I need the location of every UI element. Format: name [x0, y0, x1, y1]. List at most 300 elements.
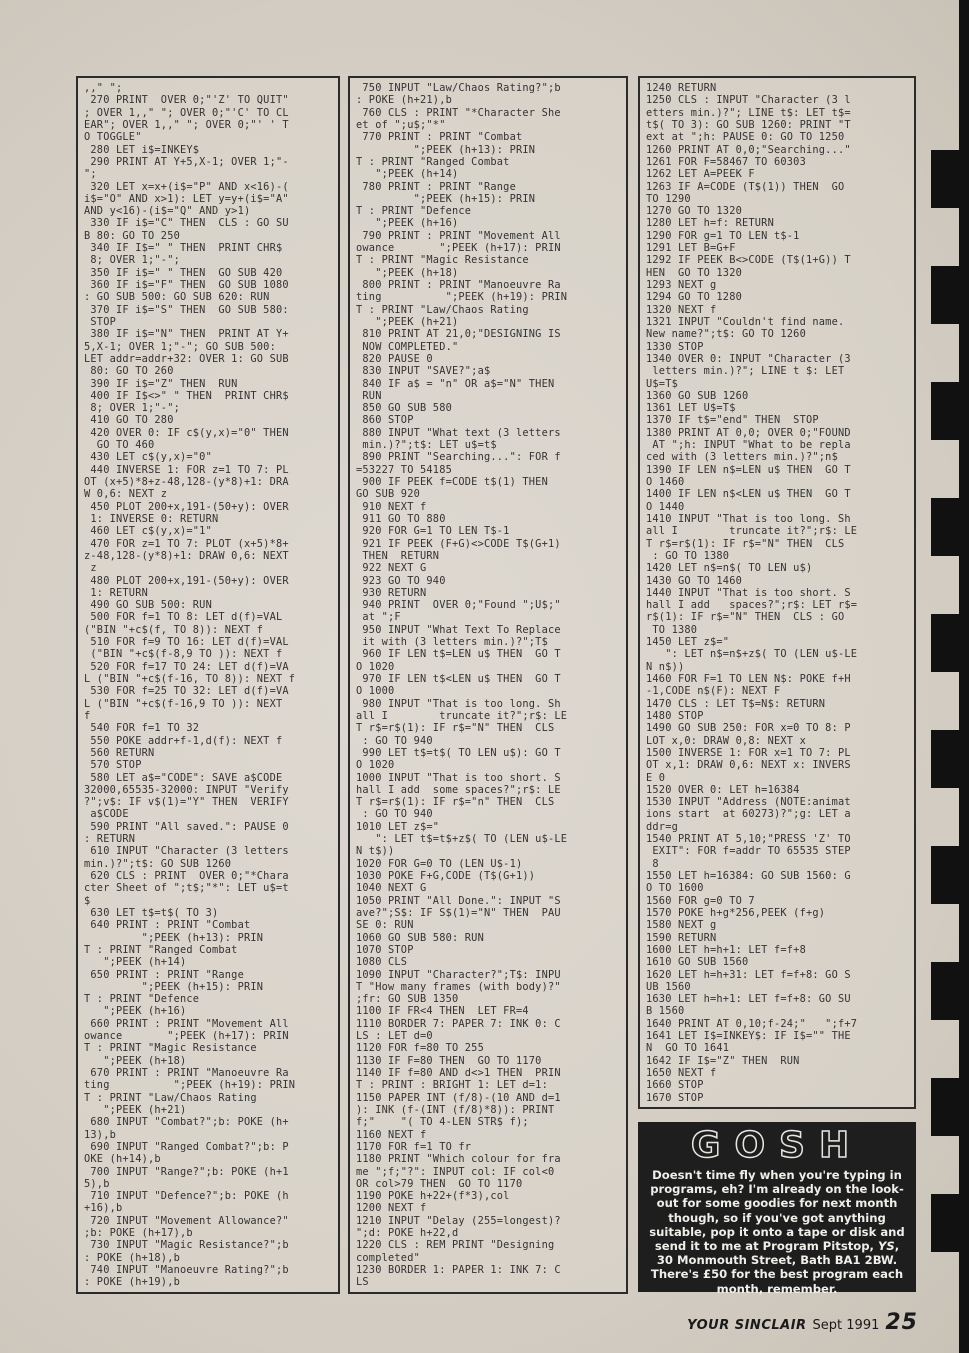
listing-line: 590 PRINT "All saved.": PAUSE 0: [84, 820, 289, 833]
listing-line: O TO 1600: [646, 882, 704, 895]
listing-line: 1150 PAPER INT (f/8)-(10 AND d=1: [356, 1091, 561, 1104]
listing-line: ";PEEK (h+16): [356, 217, 459, 230]
listing-line: 430 LET c$(y,x)="0": [84, 451, 212, 464]
listing-line: ;fr: GO SUB 1350: [356, 993, 459, 1006]
listing-line: 930 RETURN: [356, 586, 427, 599]
listing-line: EXIT": FOR f=addr TO 65535 STEP: [646, 845, 851, 858]
listing-line: 13),b: [84, 1128, 116, 1141]
listing-line: 922 NEXT G: [356, 562, 427, 575]
listing-line: HEN GO TO 1320: [646, 266, 742, 279]
listing-line: ";PEEK (h+13): PRIN: [356, 143, 536, 156]
listing-line: 1520 OVER 0: LET h=16384: [646, 783, 800, 796]
listing-line: 1640 PRINT AT 0,10;f-24;" ";f+7: [646, 1017, 858, 1030]
listing-line: 980 INPUT "That is too long. Sh: [356, 697, 561, 710]
issue-date: Sept 1991: [812, 1318, 880, 1333]
checker-square: [931, 498, 969, 556]
listing-line: OT x,1: DRAW 0,6: NEXT x: INVERS: [646, 759, 851, 772]
listing-line: LS : LET d=0: [356, 1030, 433, 1043]
listing-line: ions start at 60273)?";g: LET a: [646, 808, 851, 821]
listing-line: 400 IF I$<>" " THEN PRINT CHR$: [84, 389, 289, 402]
listing-line: 1250 CLS : INPUT "Character (3 l: [646, 94, 851, 107]
listing-line: N GO TO 1641: [646, 1042, 730, 1055]
listing-line: 1100 IF FR<4 THEN LET FR=4: [356, 1005, 529, 1018]
magazine-name: YOUR SINCLAIR: [687, 1318, 807, 1333]
listing-line: owance ";PEEK (h+17): PRIN: [84, 1030, 289, 1043]
listing-line: ("BIN "+c$(f-8,9 TO )): NEXT f: [84, 648, 283, 661]
listing-line: ";d: POKE h+22,d: [356, 1227, 459, 1240]
listing-line: UB 1560: [646, 980, 691, 993]
listing-line: 950 INPUT "What Text To Replace: [356, 623, 561, 636]
listing-line: 540 FOR f=1 TO 32: [84, 722, 200, 735]
listing-line: 560 RETURN: [84, 746, 155, 759]
listing-line: 1291 LET B=G+F: [646, 242, 736, 255]
listing-line: ,," ";: [84, 82, 123, 94]
listing-line: O 1020: [356, 660, 395, 673]
listing-line: 1480 STOP: [646, 709, 704, 722]
checker-square: [931, 846, 969, 904]
listing-line: hall I add spaces?";r$: LET r$=: [646, 599, 858, 612]
listing-line: T r$=r$(1): IF r$="N" THEN CLS: [646, 537, 845, 550]
listing-line: ";PEEK (h+15): PRIN: [356, 192, 536, 205]
page-number: 25: [885, 1310, 918, 1335]
gosh-body-text: Doesn't time fly when you're typing in programs, eh? I'm already on the look-out for some goodies for next month though, so if you've got anything suitable, pop it onto a tape or disk and send it to me at Program Pitstop,: [649, 1168, 905, 1254]
listing-line: 1490 GO SUB 250: FOR x=0 TO 8: P: [646, 722, 851, 735]
listing-line: U$=T$: [646, 377, 678, 390]
listing-line: 1430 GO TO 1460: [646, 574, 742, 587]
listing-line: T : PRINT "Law/Chaos Rating: [84, 1091, 257, 1104]
listing-line: 5),b: [84, 1177, 110, 1190]
listing-line: ": LET n$=n$+z$( TO (LEN u$-LE: [646, 648, 858, 661]
listing-line: 1440 INPUT "That is too short. S: [646, 586, 851, 599]
listing-line: ; OVER 1,," "; OVER 0;"'C' TO CL: [84, 106, 289, 119]
listing-line: 350 IF i$=" " THEN GO SUB 420: [84, 266, 283, 279]
listing-line: NOW COMPLETED.": [356, 340, 459, 353]
listing-line: a$CODE: [84, 808, 129, 821]
listing-line: W 0,6: NEXT z: [84, 488, 168, 501]
listing-line: : RETURN: [84, 833, 136, 846]
checker-square: [931, 962, 969, 1020]
listing-line: 1670 STOP: [646, 1091, 704, 1104]
listing-line: 890 PRINT "Searching...": FOR f: [356, 451, 561, 464]
listing-line: 1220 CLS : REM PRINT "Designing: [356, 1239, 555, 1252]
listing-line: i$="O" AND x>1): LET y=y+(i$="A": [84, 192, 289, 205]
checkerboard-edge-decoration: [929, 0, 969, 1353]
listing-line: 270 PRINT OVER 0;"'Z' TO QUIT": [84, 94, 289, 107]
gosh-body-address: , 30 Monmouth Street, Bath BA1 2BW. There's £50 for the best program each month, remember.: [650, 1239, 904, 1296]
listing-line: 490 GO SUB 500: RUN: [84, 599, 212, 612]
listing-line: 730 INPUT "Magic Resistance?";b: [84, 1239, 289, 1252]
listing-line: 1210 INPUT "Delay (255=longest)?: [356, 1214, 561, 1227]
listing-line: 1260 PRINT AT 0,0;"Searching...": [646, 143, 851, 156]
listing-line: ";PEEK (h+18): [356, 266, 459, 279]
listing-line: 1240 RETURN: [646, 82, 717, 94]
listing-line: 1321 INPUT "Couldn't find name.: [646, 315, 845, 328]
listing-line: 1450 LET z$=": [646, 636, 730, 649]
listing-line: 500 FOR f=1 TO 8: LET d(f)=VAL: [84, 611, 283, 624]
listing-line: 1020 FOR G=0 TO (LEN U$-1): [356, 857, 523, 870]
ys-abbrev: YS: [877, 1239, 895, 1254]
listing-line: 1340 OVER 0: INPUT "Character (3: [646, 352, 851, 365]
listing-line: B 80: GO TO 250: [84, 229, 180, 242]
listing-line: ";PEEK (h+13): PRIN: [84, 931, 264, 944]
listing-line: 1370 IF t$="end" THEN STOP: [646, 414, 819, 427]
listing-line: T r$=r$(1): IF r$="n" THEN CLS: [356, 796, 555, 809]
listing-line: 700 INPUT "Range?";b: POKE (h+1: [84, 1165, 289, 1178]
listing-line: 530 FOR f=25 TO 32: LET d(f)=VA: [84, 685, 289, 698]
listing-line: cter Sheet of ";t$;"*": LET u$=t: [84, 882, 289, 895]
listing-line: 1410 INPUT "That is too long. Sh: [646, 512, 851, 525]
listing-line: =53227 TO 54185: [356, 463, 452, 476]
listing-line: TO 1290: [646, 192, 691, 205]
listing-line: ";: [84, 168, 97, 181]
listing-line: B 1560: [646, 1005, 685, 1018]
listing-line: : POKE (h+21),b: [356, 94, 452, 107]
listing-line: 1320 NEXT f: [646, 303, 717, 316]
listing-line: 440 INVERSE 1: FOR z=1 TO 7: PL: [84, 463, 289, 476]
listing-line: : POKE (h+18),b: [84, 1251, 180, 1264]
listing-line: min.)?";t$: GO SUB 1260: [84, 857, 232, 870]
listing-line: : GO TO 940: [356, 734, 433, 747]
listing-line: 1200 NEXT f: [356, 1202, 427, 1215]
listing-line: RUN: [356, 389, 382, 402]
listing-line: 8; OVER 1;"-";: [84, 254, 180, 267]
listing-line: LOT x,0: DRAW 0,8: NEXT x: [646, 734, 806, 747]
listing-line: O 1000: [356, 685, 395, 698]
listing-line: 1361 LET U$=T$: [646, 402, 736, 415]
listing-line: 1120 FOR f=80 TO 255: [356, 1042, 484, 1055]
listing-line: min.)?";t$: LET u$=t$: [356, 439, 497, 452]
listing-line: 1540 PRINT AT 5,10;"PRESS 'Z' TO: [646, 833, 851, 846]
listing-line: t$( TO 3): GO SUB 1260: PRINT "T: [646, 118, 851, 131]
listing-line: 1130 IF F=80 THEN GO TO 1170: [356, 1054, 542, 1067]
listing-line: 1500 INVERSE 1: FOR x=1 TO 7: PL: [646, 746, 851, 759]
listing-line: 580 LET a$="CODE": SAVE a$CODE: [84, 771, 283, 784]
listing-line: 810 PRINT AT 21,0;"DESIGNING IS: [356, 328, 561, 341]
listing-line: ";PEEK (h+18): [84, 1054, 187, 1067]
listing-line: 8: [646, 857, 659, 870]
listing-line: : POKE (h+19),b: [84, 1276, 180, 1289]
listing-line: T : PRINT : BRIGHT 1: LET d=1:: [356, 1079, 548, 1092]
listing-line: 1360 GO SUB 1260: [646, 389, 749, 402]
listing-line: 320 LET x=x+(i$="P" AND x<16)-(: [84, 180, 289, 193]
listing-line: z-48,128-(y*8)+1: DRAW 0,6: NEXT: [84, 549, 289, 562]
listing-line: 1292 IF PEEK B<>CODE (T$(1+G)) T: [646, 254, 851, 267]
listing-line: 1230 BORDER 1: PAPER 1: INK 7: C: [356, 1264, 561, 1276]
listing-line: 1580 NEXT g: [646, 919, 717, 932]
listing-line: 1080 CLS: [356, 956, 408, 969]
listing-line: 570 STOP: [84, 759, 142, 772]
checker-square: [931, 1194, 969, 1252]
listing-line: T : PRINT "Magic Resistance: [356, 254, 529, 267]
listing-line: 330 IF i$="C" THEN CLS : GO SU: [84, 217, 289, 230]
listing-line: 520 FOR f=17 TO 24: LET d(f)=VA: [84, 660, 289, 673]
listing-line: 1270 GO TO 1320: [646, 205, 742, 218]
listing-line: 960 IF LEN t$=LEN u$ THEN GO T: [356, 648, 561, 661]
checker-square: [931, 150, 969, 208]
listing-line: letters min.)?"; LINE t $: LET: [646, 365, 845, 378]
listing-line: 370 IF i$="S" THEN GO SUB 580:: [84, 303, 289, 316]
listing-line: 1261 FOR F=58467 TO 60303: [646, 155, 806, 168]
listing-line: 1470 CLS : LET T$=N$: RETURN: [646, 697, 826, 710]
listing-line: ting ";PEEK (h+19): PRIN: [356, 291, 568, 304]
listing-line: 1263 IF A=CODE (T$(1)) THEN GO: [646, 180, 845, 193]
listing-line: 630 LET t$=t$( TO 3): [84, 906, 219, 919]
listing-line: ";PEEK (h+14): [84, 956, 187, 969]
listing-line: 780 PRINT : PRINT "Range: [356, 180, 516, 193]
listing-line: me ";f;"?": INPUT col: IF col<0: [356, 1165, 555, 1178]
listing-line: 1330 STOP: [646, 340, 704, 353]
listing-line: all I truncate it?";r$: LE: [646, 525, 858, 538]
listing-line: 1530 INPUT "Address (NOTE:animat: [646, 796, 851, 809]
listing-line: 1140 IF f=80 AND d<>1 THEN PRIN: [356, 1067, 561, 1079]
listing-line: ";PEEK (h+21): [84, 1103, 187, 1116]
listing-line: : GO TO 940: [356, 808, 433, 821]
listing-line: OKE (h+14),b: [84, 1153, 161, 1166]
listing-line: 1650 NEXT f: [646, 1067, 717, 1079]
listing-line: 480 PLOT 200+x,191-(50+y): OVER: [84, 574, 289, 587]
listing-line: 1642 IF I$="Z" THEN RUN: [646, 1054, 800, 1067]
listing-line: ": LET t$=t$+z$( TO (LEN u$-LE: [356, 833, 568, 846]
listing-line: 80: GO TO 260: [84, 365, 174, 378]
basic-listing-text: [356, 82, 620, 1289]
listing-column-1: [76, 76, 340, 1294]
checker-square: [931, 382, 969, 440]
listing-line: 1600 LET h=h+1: LET f=f+8: [646, 943, 806, 956]
listing-line: etters min.)?"; LINE t$: LET t$=: [646, 106, 851, 119]
listing-line: 1400 IF LEN n$<LEN u$ THEN GO T: [646, 488, 851, 501]
listing-line: 280 LET i$=INKEY$: [84, 143, 200, 156]
listing-line: et of ";u$;"*": [356, 118, 446, 131]
listing-line: 900 IF PEEK f=CODE t$(1) THEN: [356, 476, 548, 488]
listing-line: 1040 NEXT G: [356, 882, 427, 895]
listing-line: hall I add some spaces?";r$: LE: [356, 783, 561, 796]
listing-line: 550 POKE addr+f-1,d(f): NEXT f: [84, 734, 283, 747]
listing-line: 923 GO TO 940: [356, 574, 446, 587]
listing-line: ext at ";h: PAUSE 0: GO TO 1250: [646, 131, 845, 144]
listing-line: OR col>79 THEN GO TO 1170: [356, 1177, 523, 1190]
listing-line: ";PEEK (h+14): [356, 168, 459, 181]
listing-line: 760 CLS : PRINT "*Character She: [356, 106, 561, 119]
checker-square: [931, 730, 969, 788]
listing-line: 740 INPUT "Manoeuvre Rating?";b: [84, 1264, 289, 1276]
listing-line: 1390 IF LEN n$=LEN u$ THEN GO T: [646, 463, 851, 476]
listing-line: ave?";S$: IF S$(1)="N" THEN PAU: [356, 906, 561, 919]
listing-line: 770 PRINT : PRINT "Combat: [356, 131, 523, 144]
listing-line: 460 LET c$(y,x)="1": [84, 525, 212, 538]
listing-line: 1294 GO TO 1280: [646, 291, 742, 304]
listing-line: O 1020: [356, 759, 395, 772]
basic-listing-text: [84, 82, 332, 1289]
listing-line: O 1460: [646, 476, 685, 488]
page-footer: [658, 1310, 918, 1336]
listing-line: THEN RETURN: [356, 549, 440, 562]
listing-line: ?";v$: IF v$(1)="Y" THEN VERIFY: [84, 796, 289, 809]
listing-line: 720 INPUT "Movement Allowance?": [84, 1214, 289, 1227]
listing-line: T : PRINT "Magic Resistance: [84, 1042, 257, 1055]
listing-line: 800 PRINT : PRINT "Manoeuvre Ra: [356, 279, 561, 291]
listing-line: 1: INVERSE 0: RETURN: [84, 512, 219, 525]
listing-line: T : PRINT "Ranged Combat: [356, 155, 510, 168]
listing-line: L ("BIN "+c$(f-16, TO 8)): NEXT f: [84, 673, 296, 685]
listing-line: at ";F: [356, 611, 401, 624]
listing-line: 940 PRINT OVER 0;"Found ";U$;": [356, 599, 561, 612]
listing-line: 1110 BORDER 7: PAPER 7: INK 0: C: [356, 1017, 561, 1030]
listing-line: 1090 INPUT "Character?";T$: INPU: [356, 968, 561, 981]
listing-line: 1641 LET I$=INKEY$: IF I$="" THE: [646, 1030, 851, 1043]
listing-line: GO SUB 920: [356, 488, 420, 501]
listing-column-2: [348, 76, 628, 1294]
listing-line: 911 GO TO 880: [356, 512, 446, 525]
listing-line: EAR"; OVER 1,," "; OVER 0;"' ' T: [84, 118, 289, 131]
listing-line: 470 FOR z=1 TO 7: PLOT (x+5)*8+: [84, 537, 289, 550]
listing-line: 850 GO SUB 580: [356, 402, 452, 415]
listing-line: 1070 STOP: [356, 943, 414, 956]
listing-line: 1000 INPUT "That is too short. S: [356, 771, 561, 784]
listing-line: +16),b: [84, 1202, 123, 1215]
listing-line: 8; OVER 1;"-";: [84, 402, 180, 415]
listing-line: 990 LET t$=t$( TO LEN u$): GO T: [356, 746, 561, 759]
listing-line: 1050 PRINT "All Done.": INPUT "S: [356, 894, 561, 907]
listing-column-3: [638, 76, 916, 1109]
listing-line: 410 GO TO 280: [84, 414, 174, 427]
listing-line: 710 INPUT "Defence?";b: POKE (h: [84, 1190, 289, 1203]
listing-line: OT (x+5)*8+z-48,128-(y*8)+1: DRA: [84, 476, 289, 488]
listing-line: f: [84, 709, 91, 722]
listing-line: ting ";PEEK (h+19): PRIN: [84, 1079, 296, 1092]
listing-line: STOP: [84, 315, 116, 328]
listing-line: 1420 LET n$=n$( TO LEN u$): [646, 562, 813, 575]
gosh-title: GOSH: [690, 1125, 864, 1166]
listing-line: ): INK (f-(INT (f/8)*8)): PRINT: [356, 1103, 555, 1116]
listing-line: 1460 FOR F=1 TO LEN N$: POKE f+H: [646, 673, 851, 685]
listing-line: 1010 LET z$=": [356, 820, 440, 833]
listing-line: T : PRINT "Defence: [356, 205, 472, 218]
basic-listing-text: [646, 82, 908, 1104]
listing-line: 1610 GO SUB 1560: [646, 956, 749, 969]
listing-line: New name?";t$: GO TO 1260: [646, 328, 806, 341]
listing-line: 921 IF PEEK (F+G)<>CODE T$(G+1): [356, 537, 561, 550]
listing-line: owance ";PEEK (h+17): PRIN: [356, 242, 561, 255]
listing-line: 1170 FOR f=1 TO fr: [356, 1140, 472, 1153]
listing-line: 910 NEXT f: [356, 500, 427, 513]
listing-line: 1180 PRINT "Which colour for fra: [356, 1153, 561, 1166]
listing-line: L ("BIN "+c$(f-16,9 TO )): NEXT: [84, 697, 283, 710]
listing-line: 1380 PRINT AT 0,0; OVER 0;"FOUND: [646, 426, 851, 439]
listing-line: T : PRINT "Law/Chaos Rating: [356, 303, 529, 316]
listing-line: 640 PRINT : PRINT "Combat: [84, 919, 251, 932]
checker-square: [931, 1078, 969, 1136]
listing-line: TO 1380: [646, 623, 698, 636]
listing-line: r$(1): IF r$="N" THEN CLS : GO: [646, 611, 845, 624]
listing-line: : GO SUB 500: GO SUB 620: RUN: [84, 291, 270, 304]
listing-line: 380 IF i$="N" THEN PRINT AT Y+: [84, 328, 289, 341]
checker-square: [931, 266, 969, 324]
listing-line: 450 PLOT 200+x,191-(50+y): OVER: [84, 500, 289, 513]
listing-line: N n$)): [646, 660, 685, 673]
gosh-body: [646, 1168, 908, 1296]
listing-line: 1262 LET A=PEEK F: [646, 168, 755, 181]
listing-line: 1550 LET h=16384: GO SUB 1560: G: [646, 870, 851, 882]
listing-line: 920 FOR G=1 TO LEN T$-1: [356, 525, 510, 538]
listing-line: 510 FOR f=9 TO 16: LET d(f)=VAL: [84, 636, 289, 649]
listing-line: 1590 RETURN: [646, 931, 717, 944]
listing-line: 840 IF a$ = "n" OR a$="N" THEN: [356, 377, 555, 390]
listing-line: : GO TO 1380: [646, 549, 730, 562]
listing-line: completed": [356, 1251, 420, 1264]
listing-line: 750 INPUT "Law/Chaos Rating?";b: [356, 82, 561, 94]
listing-line: O TOGGLE": [84, 131, 142, 144]
listing-line: $: [84, 894, 91, 907]
listing-line: 1620 LET h=h+31: LET f=f+8: GO S: [646, 968, 851, 981]
listing-line: 830 INPUT "SAVE?";a$: [356, 365, 491, 378]
listing-line: LET addr=addr+32: OVER 1: GO SUB: [84, 352, 289, 365]
listing-line: AND y<16)-(i$="Q" AND y>1): [84, 205, 251, 218]
listing-line: 420 OVER 0: IF c$(y,x)="0" THEN: [84, 426, 289, 439]
listing-line: 970 IF LEN t$<LEN u$ THEN GO T: [356, 673, 561, 685]
listing-line: E 0: [646, 771, 666, 784]
listing-line: AT ";h: INPUT "What to be repla: [646, 439, 851, 452]
listing-line: 650 PRINT : PRINT "Range: [84, 968, 244, 981]
listing-line: 5,X-1; OVER 1;"-"; GO SUB 500:: [84, 340, 276, 353]
listing-line: all I truncate it?";r$: LE: [356, 709, 568, 722]
listing-line: 340 IF I$=" " THEN PRINT CHR$: [84, 242, 283, 255]
listing-line: O 1440: [646, 500, 685, 513]
listing-line: 820 PAUSE 0: [356, 352, 433, 365]
listing-line: 610 INPUT "Character (3 letters: [84, 845, 289, 858]
listing-line: 680 INPUT "Combat?";b: POKE (h+: [84, 1116, 289, 1129]
listing-line: 660 PRINT : PRINT "Movement All: [84, 1017, 289, 1030]
listing-line: 620 CLS : PRINT OVER 0;"*Chara: [84, 870, 289, 882]
checker-square: [931, 614, 969, 672]
listing-line: 690 INPUT "Ranged Combat?";b: P: [84, 1140, 289, 1153]
listing-line: 1293 NEXT g: [646, 279, 717, 291]
listing-line: 390 IF i$="Z" THEN RUN: [84, 377, 238, 390]
listing-line: T : PRINT "Defence: [84, 993, 200, 1006]
listing-line: 790 PRINT : PRINT "Movement All: [356, 229, 561, 242]
listing-line: 360 IF i$="F" THEN GO SUB 1080: [84, 279, 289, 291]
listing-line: z: [84, 562, 97, 575]
listing-line: 1570 POKE h+g*256,PEEK (f+g): [646, 906, 826, 919]
listing-line: ";PEEK (h+16): [84, 1005, 187, 1018]
listing-line: T : PRINT "Ranged Combat: [84, 943, 238, 956]
listing-line: 1190 POKE h+22+(f*3),col: [356, 1190, 510, 1203]
listing-line: ("BIN "+c$(f, TO 8)): NEXT f: [84, 623, 264, 636]
listing-line: 1660 STOP: [646, 1079, 704, 1092]
listing-line: 1630 LET h=h+1: LET f=f+8: GO SU: [646, 993, 851, 1006]
listing-line: 670 PRINT : PRINT "Manoeuvre Ra: [84, 1067, 289, 1079]
listing-line: LS: [356, 1276, 369, 1289]
listing-line: 1280 LET h=f: RETURN: [646, 217, 774, 230]
listing-line: 1: RETURN: [84, 586, 148, 599]
listing-line: T r$=r$(1): IF r$="N" THEN CLS: [356, 722, 555, 735]
listing-line: ";PEEK (h+21): [356, 315, 459, 328]
listing-line: ;b: POKE (h+17),b: [84, 1227, 193, 1240]
listing-line: 880 INPUT "What text (3 letters: [356, 426, 561, 439]
listing-line: 860 STOP: [356, 414, 414, 427]
listing-line: 1060 GO SUB 580: RUN: [356, 931, 484, 944]
listing-line: it with (3 letters min.)?";T$: [356, 636, 548, 649]
listing-line: -1,CODE n$(F): NEXT F: [646, 685, 781, 698]
listing-line: 1160 NEXT f: [356, 1128, 427, 1141]
listing-line: ced with (3 letters min.)?";n$: [646, 451, 838, 464]
listing-line: 290 PRINT AT Y+5,X-1; OVER 1;"-: [84, 155, 289, 168]
listing-line: ddr=g: [646, 820, 678, 833]
listing-line: ";PEEK (h+15): PRIN: [84, 980, 264, 993]
listing-line: SE 0: RUN: [356, 919, 414, 932]
listing-line: f;" "( TO 4-LEN STR$ f);: [356, 1116, 529, 1129]
listing-line: 1290 FOR g=1 TO LEN t$-1: [646, 229, 800, 242]
gosh-callout-box: [638, 1122, 916, 1296]
